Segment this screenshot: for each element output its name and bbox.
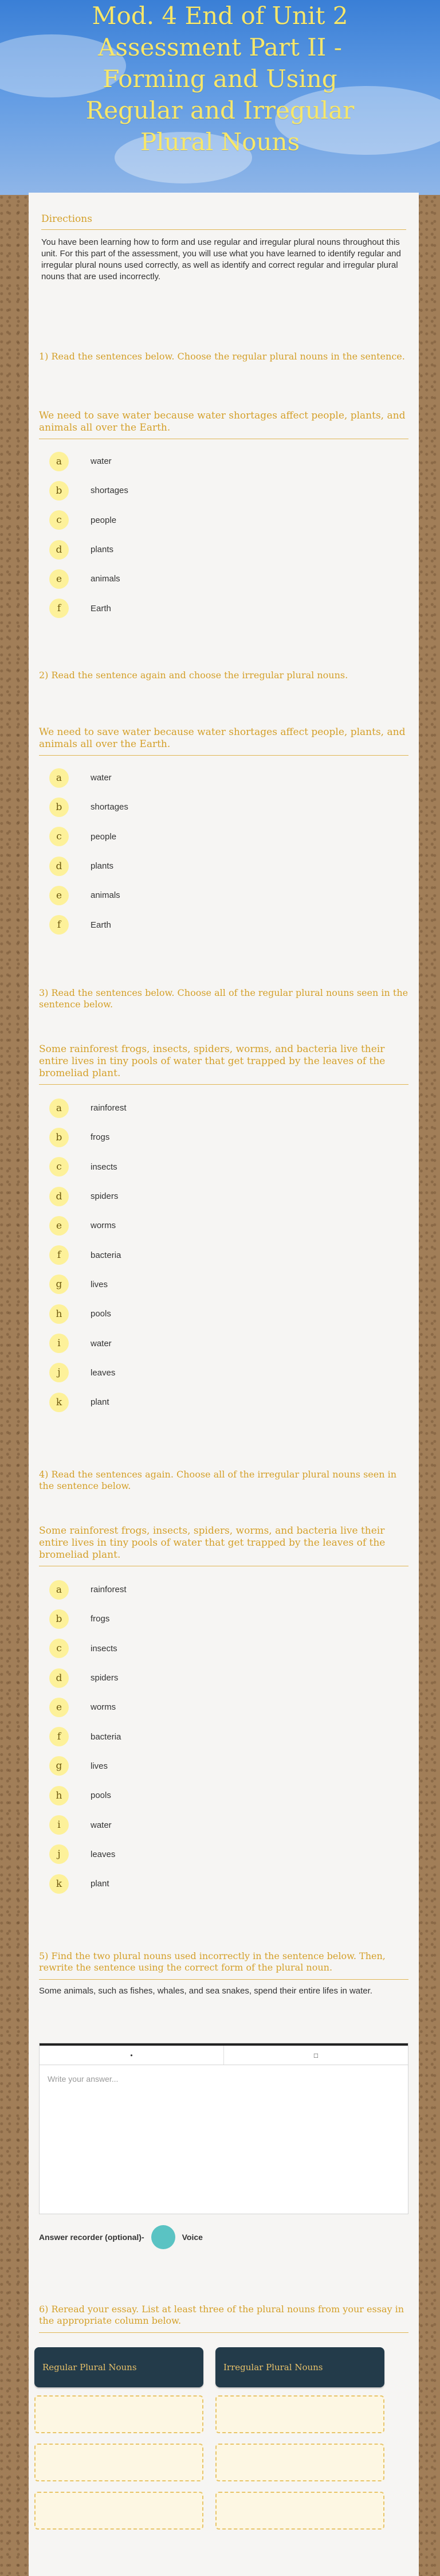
question-1-prompt: 1) Read the sentences below. Choose the regular plural nouns in the sentence. <box>39 351 405 362</box>
option-label: Earth <box>91 920 111 930</box>
column-header-regular: Regular Plural Nouns <box>34 2347 203 2387</box>
answer-option[interactable] <box>39 593 408 623</box>
option-label: plant <box>91 1879 109 1889</box>
option-label: water <box>91 773 112 783</box>
answer-option[interactable] <box>39 1663 408 1692</box>
answer-option[interactable] <box>39 1810 408 1839</box>
question-1 <box>39 351 408 362</box>
option-letter-badge[interactable]: a <box>49 768 69 788</box>
option-letter-badge[interactable]: f <box>49 599 69 618</box>
option-label: insects <box>91 1643 117 1654</box>
editor-toolbar <box>40 2043 408 2065</box>
option-label: water <box>91 456 112 467</box>
question-5-sentence: Some animals, such as fishes, whales, and sea snakes, spend their entire lifes in water. <box>39 1986 372 1996</box>
question-3-prompt: 3) Read the sentences below. Choose all of the regular plural nouns seen in the sentence below. <box>39 987 408 1010</box>
option-label: rainforest <box>91 1103 127 1113</box>
question-5-prompt: 5) Find the two plural nouns used incorrectly in the sentence below. Then, rewrite the sentence using the correct form of the plural noun. <box>39 1950 386 1973</box>
option-label: spiders <box>91 1673 119 1683</box>
question-5 <box>39 1950 408 1997</box>
option-label: leaves <box>91 1849 116 1859</box>
irregular-drop-slot[interactable] <box>215 2492 384 2530</box>
option-label: worms <box>91 1221 116 1231</box>
answer-option[interactable] <box>39 1152 408 1182</box>
question-2-sentence-block <box>39 726 408 756</box>
option-letter-badge[interactable]: k <box>49 1874 69 1894</box>
title-line: Assessment Part II - <box>98 33 342 61</box>
option-label: pools <box>91 1309 111 1319</box>
answer-editor <box>39 2043 408 2214</box>
option-letter-badge[interactable]: k <box>49 1393 69 1412</box>
option-label: bacteria <box>91 1731 121 1742</box>
option-label: pools <box>91 1791 111 1801</box>
divider <box>39 1979 408 1980</box>
question-4-options <box>39 1575 408 1898</box>
option-letter-badge[interactable]: b <box>49 1128 69 1147</box>
option-letter-badge[interactable]: f <box>49 1727 69 1746</box>
option-label: people <box>91 515 117 525</box>
answer-option[interactable] <box>39 1240 408 1269</box>
option-letter-badge[interactable]: j <box>49 1363 69 1382</box>
option-letter-badge[interactable]: e <box>49 1216 69 1236</box>
question-3-sentence: Some rainforest frogs, insects, spiders, worms, and bacteria live their entire lives in tiny pools of water that get trapped by the leaves of the bromeliad plant. <box>39 1043 386 1079</box>
question-1-sentence: We need to save water because water shortages affect people, plants, and animals all over the Earth. <box>39 410 406 433</box>
answer-option[interactable] <box>39 447 408 476</box>
answer-option[interactable] <box>39 1869 408 1898</box>
answer-option[interactable] <box>39 506 408 535</box>
answer-option[interactable] <box>39 476 408 505</box>
answer-option[interactable] <box>39 763 408 792</box>
title-line: Forming and Using <box>103 65 337 93</box>
divider <box>39 2332 408 2333</box>
directions-section <box>29 193 419 283</box>
answer-option[interactable] <box>39 881 408 910</box>
answer-option[interactable] <box>39 1211 408 1240</box>
option-letter-badge[interactable]: c <box>49 1157 69 1176</box>
question-1-sentence-block <box>39 410 408 439</box>
option-letter-badge[interactable]: f <box>49 915 69 935</box>
question-6-prompt: 6) Reread your essay. List at least three of the plural nouns from your essay in the appropriate column below. <box>39 2304 404 2326</box>
option-label: plants <box>91 545 114 555</box>
option-letter-badge[interactable]: a <box>49 452 69 471</box>
divider <box>39 755 408 756</box>
question-2-prompt: 2) Read the sentence again and choose the irregular plural nouns. <box>39 670 348 681</box>
option-label: plant <box>91 1397 109 1408</box>
option-label: animals <box>91 574 120 584</box>
option-letter-badge[interactable]: g <box>49 1756 69 1776</box>
answer-option[interactable] <box>39 1692 408 1722</box>
option-label: frogs <box>91 1132 110 1143</box>
question-3-sentence-block <box>39 1043 408 1085</box>
option-letter-badge[interactable]: i <box>49 1815 69 1835</box>
insert-box-button[interactable]: □ <box>223 2046 408 2065</box>
bullet-list-button[interactable]: • <box>130 2051 133 2059</box>
answer-option[interactable] <box>39 1123 408 1152</box>
option-label: leaves <box>91 1367 116 1378</box>
answer-option[interactable] <box>39 1182 408 1211</box>
directions-text: You have been learning how to form and use regular and irregular plural nouns throughout this unit. For this part of the assessment, you will use what you have learned to identify regular and irregular plural nouns used correctly, as well as identify and correct regular and irregular plural nouns that are used incorrectly. <box>41 237 401 282</box>
option-letter-badge[interactable]: d <box>49 857 69 876</box>
answer-option[interactable] <box>39 851 408 881</box>
option-letter-badge[interactable]: c <box>49 827 69 846</box>
answer-recorder <box>39 2225 408 2249</box>
answer-option[interactable] <box>39 535 408 564</box>
option-label: Earth <box>91 603 111 613</box>
option-letter-badge[interactable]: b <box>49 798 69 817</box>
question-4-sentence: Some rainforest frogs, insects, spiders, worms, and bacteria live their entire lives in tiny pools of water that get trapped by the leaves of the bromeliad plant. <box>39 1525 386 1561</box>
answer-option[interactable] <box>39 1634 408 1663</box>
option-label: lives <box>91 1761 108 1771</box>
option-letter-badge[interactable]: h <box>49 1304 69 1324</box>
option-letter-badge[interactable]: h <box>49 1786 69 1805</box>
question-4-prompt: 4) Read the sentences again. Choose all of the irregular plural nouns seen in the sentence below. <box>39 1469 397 1491</box>
option-letter-badge[interactable]: a <box>49 1580 69 1600</box>
divider <box>39 1084 408 1085</box>
answer-option[interactable] <box>39 1722 408 1751</box>
option-label: water <box>91 1338 112 1348</box>
option-label: spiders <box>91 1191 119 1202</box>
question-2-options <box>39 763 408 940</box>
recorder-label: Answer recorder <box>39 2233 103 2242</box>
regular-drop-slot[interactable] <box>34 2492 203 2530</box>
option-label: bacteria <box>91 1250 121 1260</box>
answer-option[interactable] <box>39 1093 408 1123</box>
answer-option[interactable] <box>39 1328 408 1358</box>
column-header-irregular: Irregular Plural Nouns <box>215 2347 384 2387</box>
recorder-dash: - <box>141 2233 144 2242</box>
irregular-drop-slot[interactable] <box>215 2444 384 2481</box>
answer-option[interactable] <box>39 1575 408 1604</box>
answer-option[interactable] <box>39 1387 408 1417</box>
option-letter-badge[interactable]: f <box>49 1245 69 1265</box>
worksheet-card <box>29 193 419 2576</box>
question-6 <box>39 2304 408 2333</box>
option-label: insects <box>91 1162 117 1172</box>
answer-option[interactable] <box>39 1752 408 1781</box>
regular-drop-slot[interactable] <box>34 2395 203 2433</box>
irregular-drop-slot[interactable] <box>215 2395 384 2433</box>
option-letter-badge[interactable]: d <box>49 1187 69 1206</box>
option-label: worms <box>91 1702 116 1713</box>
option-letter-badge[interactable]: g <box>49 1275 69 1294</box>
option-letter-badge[interactable]: j <box>49 1844 69 1864</box>
answer-option[interactable] <box>39 1781 408 1810</box>
answer-input[interactable]: Write your answer... <box>48 2074 119 2084</box>
option-label: shortages <box>91 802 128 812</box>
option-letter-badge[interactable]: e <box>49 1698 69 1717</box>
option-letter-badge[interactable]: d <box>49 1668 69 1688</box>
option-letter-badge[interactable]: a <box>49 1099 69 1118</box>
option-label: shortages <box>91 486 128 496</box>
option-label: plants <box>91 861 114 871</box>
option-letter-badge[interactable]: e <box>49 886 69 905</box>
option-label: rainforest <box>91 1585 127 1595</box>
option-label: lives <box>91 1279 108 1289</box>
question-3-options <box>39 1093 408 1417</box>
option-letter-badge[interactable]: b <box>49 1609 69 1629</box>
question-2-sentence: We need to save water because water shortages affect people, plants, and animals all over the Earth. <box>39 726 406 750</box>
question-4-sentence-block <box>39 1525 408 1566</box>
option-letter-badge[interactable]: d <box>49 540 69 560</box>
answer-option[interactable] <box>39 910 408 939</box>
option-letter-badge[interactable]: e <box>49 569 69 589</box>
directions-heading: Directions <box>41 213 92 225</box>
answer-option[interactable] <box>39 1358 408 1387</box>
answer-option[interactable] <box>39 1604 408 1633</box>
page-title <box>23 0 417 158</box>
option-label: frogs <box>91 1614 110 1624</box>
title-line: Plural Nouns <box>140 128 300 156</box>
answer-option[interactable] <box>39 1270 408 1299</box>
voice-label: Voice <box>182 2233 203 2242</box>
recorder-optional: (optional) <box>105 2233 142 2242</box>
question-1-options <box>39 447 408 623</box>
answer-option[interactable] <box>39 564 408 593</box>
title-line: Regular and Irregular <box>85 96 355 124</box>
question-4 <box>39 1469 408 1492</box>
option-label: water <box>91 1820 112 1830</box>
title-line: Mod. 4 End of Unit 2 <box>92 2 348 30</box>
answer-option[interactable] <box>39 1299 408 1328</box>
option-letter-badge[interactable]: c <box>49 1639 69 1658</box>
answer-option[interactable] <box>39 1840 408 1869</box>
question-2 <box>39 670 408 681</box>
answer-option[interactable] <box>39 792 408 822</box>
option-label: animals <box>91 890 120 901</box>
option-letter-badge[interactable]: b <box>49 481 69 501</box>
question-3 <box>39 987 408 1010</box>
option-label: people <box>91 831 117 842</box>
option-letter-badge[interactable]: i <box>49 1334 69 1353</box>
answer-option[interactable] <box>39 822 408 851</box>
microphone-record-button[interactable] <box>151 2225 175 2249</box>
regular-drop-slot[interactable] <box>34 2444 203 2481</box>
option-letter-badge[interactable]: c <box>49 510 69 530</box>
